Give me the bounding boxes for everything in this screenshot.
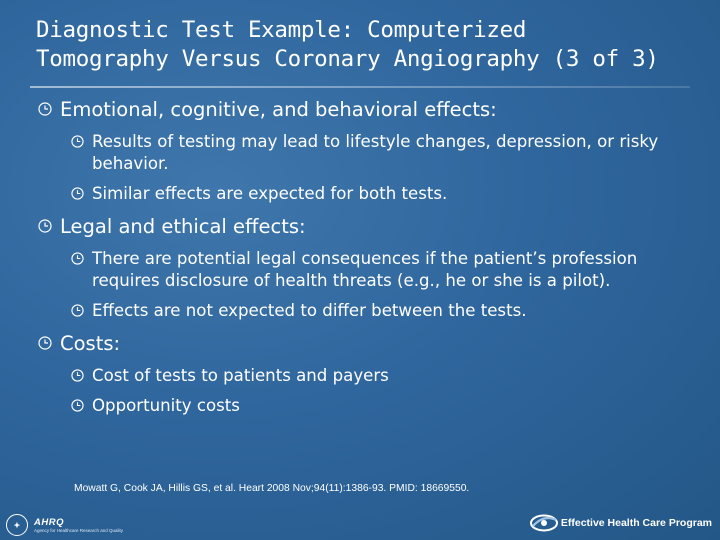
clock-icon xyxy=(71,252,84,265)
sub-bullet-item xyxy=(36,365,696,387)
clock-icon xyxy=(71,369,84,382)
ahrq-logo xyxy=(34,518,123,533)
footer-agency-logos xyxy=(6,512,123,538)
title-divider xyxy=(30,86,690,88)
sub-bullet-item xyxy=(36,183,696,205)
sub-bullet-text: Similar effects are expected for both tests. xyxy=(92,184,448,203)
sub-bullet-item xyxy=(36,395,696,417)
sub-bullet-text: Cost of tests to patients and payers xyxy=(92,366,389,385)
bullet-item xyxy=(36,96,696,123)
citation: Mowatt G, Cook JA, Hillis GS, et al. Heart 2008 Nov;94(11):1386-93. PMID: 18669550. xyxy=(74,483,470,494)
clock-icon xyxy=(71,135,84,148)
sub-bullet-item xyxy=(36,248,696,292)
slide-title-line-2: Tomography Versus Coronary Angiography (3 of 3) xyxy=(36,46,659,72)
sub-bullet-item xyxy=(36,131,696,175)
bullet-item xyxy=(36,213,696,240)
bullet-text: Legal and ethical effects: xyxy=(60,215,306,238)
bullet-list xyxy=(36,96,696,417)
clock-icon xyxy=(38,102,52,116)
clock-icon xyxy=(38,219,52,233)
ehc-swoosh-logo-icon xyxy=(529,512,559,534)
bullet-text: Costs: xyxy=(60,332,121,355)
ahrq-logo-text: AHRQ xyxy=(34,516,64,528)
bullet-text: Emotional, cognitive, and behavioral effects: xyxy=(60,98,497,121)
sub-bullet-text: Effects are not expected to differ between the tests. xyxy=(92,301,527,320)
slide-title xyxy=(36,16,696,74)
ahrq-tagline: Agency for Healthcare Research and Quality xyxy=(34,527,124,533)
sub-bullet-text: There are potential legal consequences if the patient’s profession requires disclosure of health threats (e.g., he or she is a pilot). xyxy=(92,249,638,290)
program-name: Effective Health Care Program xyxy=(560,517,712,529)
sub-bullet-item xyxy=(36,300,696,322)
clock-icon xyxy=(71,187,84,200)
clock-icon xyxy=(38,336,52,350)
hhs-eagle-logo-icon: ✦ xyxy=(6,514,28,536)
sub-bullet-text: Results of testing may lead to lifestyle changes, depression, or risky behavior. xyxy=(92,132,659,173)
sub-bullet-text: Opportunity costs xyxy=(92,396,240,415)
footer-program-logo xyxy=(529,510,712,536)
bullet-item xyxy=(36,330,696,357)
slide-title-line-1: Diagnostic Test Example: Computerized xyxy=(36,17,527,43)
clock-icon xyxy=(71,304,84,317)
clock-icon xyxy=(71,399,84,412)
